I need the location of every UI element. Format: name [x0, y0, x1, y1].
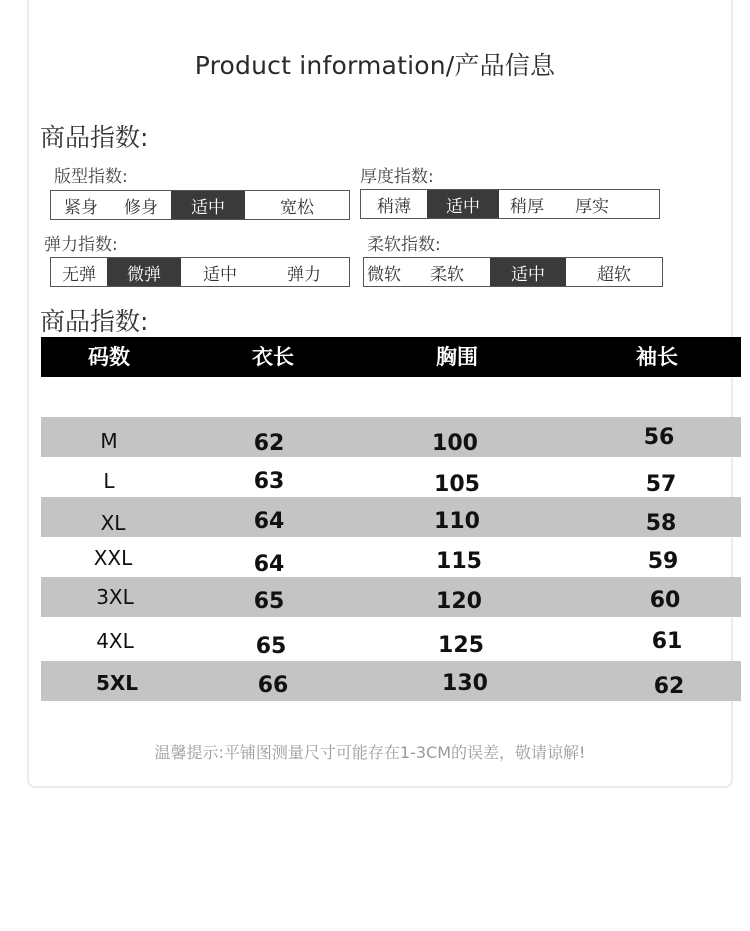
- fit-option-tight: 紧身: [64, 197, 98, 218]
- cell-sleeve: 58: [645, 511, 677, 536]
- softness-option-regular: 适中: [490, 258, 566, 286]
- thickness-index-scale: [360, 189, 660, 219]
- header-length: 衣长: [252, 345, 294, 369]
- cell-chest: 115: [436, 549, 482, 574]
- fit-index-label: 版型指数:: [54, 167, 128, 187]
- size-table-header: [41, 337, 741, 377]
- cell-chest: 100: [432, 431, 478, 456]
- cell-sleeve: 61: [651, 629, 683, 654]
- table-row: [41, 457, 741, 497]
- cell-size: XL: [100, 511, 126, 535]
- cell-length: 66: [257, 673, 289, 698]
- cell-sleeve: 60: [649, 588, 681, 613]
- softness-index-scale: [363, 257, 663, 287]
- cell-chest: 130: [442, 671, 488, 696]
- softness-index-label: 柔软指数:: [367, 235, 441, 255]
- cell-sleeve: 59: [647, 549, 679, 574]
- fit-option-loose: 宽松: [280, 197, 314, 218]
- cell-size: 3XL: [96, 585, 134, 609]
- thickness-option-slightly-thick: 稍厚: [510, 196, 544, 217]
- elasticity-index-label: 弹力指数:: [44, 235, 118, 255]
- cell-size: M: [100, 429, 118, 453]
- cell-size: L: [103, 469, 115, 493]
- cell-length: 64: [253, 552, 285, 577]
- cell-chest: 110: [434, 509, 480, 534]
- elasticity-index-scale: [50, 257, 350, 287]
- cell-sleeve: 56: [643, 425, 675, 450]
- cell-sleeve: 57: [645, 472, 677, 497]
- measurement-note: 温馨提示:平铺图测量尺寸可能存在1-3CM的误差，敬请谅解!: [154, 743, 586, 762]
- thickness-index-label: 厚度指数:: [360, 167, 434, 187]
- fit-option-slim: 修身: [124, 197, 158, 218]
- thickness-option-thick: 厚实: [575, 196, 609, 217]
- header-chest: 胸围: [436, 345, 478, 369]
- table-row: [41, 497, 741, 537]
- cell-length: 63: [253, 469, 285, 494]
- cell-length: 62: [253, 431, 285, 456]
- table-row: [41, 537, 741, 577]
- cell-sleeve: 62: [653, 674, 685, 699]
- thickness-option-regular: 适中: [427, 190, 499, 218]
- header-sleeve: 袖长: [636, 345, 678, 369]
- elasticity-option-regular: 适中: [203, 264, 237, 285]
- softness-option-super-soft: 超软: [597, 264, 631, 285]
- cell-length: 64: [253, 509, 285, 534]
- cell-length: 65: [253, 589, 285, 614]
- softness-option-soft: 柔软: [430, 264, 464, 285]
- table-row: [41, 417, 741, 457]
- cell-chest: 120: [436, 589, 482, 614]
- fit-index-scale: [50, 190, 350, 220]
- cell-size: 5XL: [95, 671, 139, 695]
- section-label-index: 商品指数:: [40, 123, 149, 152]
- cell-size: XXL: [93, 546, 133, 570]
- cell-chest: 105: [434, 472, 480, 497]
- fit-option-regular: 适中: [171, 191, 245, 219]
- elasticity-option-slight: 微弹: [107, 258, 181, 286]
- table-row: [41, 661, 741, 701]
- cell-chest: 125: [438, 633, 484, 658]
- softness-option-slightly-soft: 微软: [367, 264, 401, 285]
- cell-size: 4XL: [96, 629, 134, 653]
- section-label-size: 商品指数:: [40, 307, 149, 336]
- table-row: [41, 577, 741, 617]
- header-size: 码数: [88, 345, 130, 369]
- thickness-option-thin: 稍薄: [377, 196, 411, 217]
- table-row: [41, 621, 741, 661]
- elasticity-option-stretchy: 弹力: [287, 264, 321, 285]
- page-title: Product information/产品信息: [194, 51, 556, 80]
- elasticity-option-none: 无弹: [62, 264, 96, 285]
- cell-length: 65: [255, 634, 287, 659]
